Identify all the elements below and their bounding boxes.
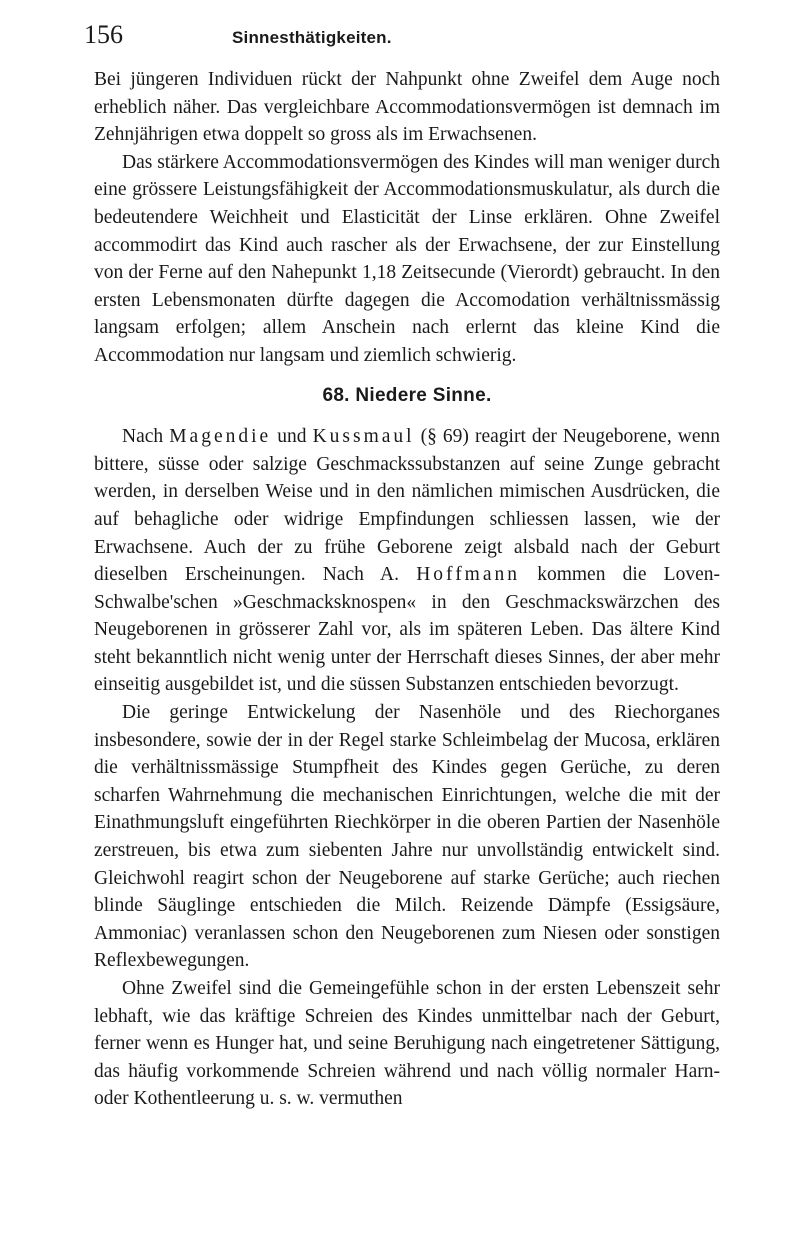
paragraph-3-post: kommen die Loven-Schwalbe'schen »Geschmacksknospen« in den Geschmackswärzchen des Neugeborenen in grösserer Zahl vor, als im späteren Leben. Das ältere Kind steht bekanntlich nicht wenig unter der Herrschaft dieses Sinnes, der aber mehr einseitig ausgebildet ist, und die süssen Substanzen entschieden bevorzugt.: [94, 564, 720, 696]
book-page: [84, 20, 720, 1113]
page-number: 156: [84, 20, 123, 49]
author-name-magendie: Magendie: [169, 426, 272, 448]
paragraph-3-pre: Nach: [122, 426, 170, 448]
paragraph-3-mid2: (§ 69) reagirt der Neugeborene, wenn bittere, süsse oder salzige Geschmackssubstanzen auf seine Zunge gebracht werden, in derselben Weise und in den nämlichen mimischen Ausdrücken, die auf behagliche oder widrige Empfindungen schliessen lassen, wie der Erwachsene. Auch der zu frühe Geborene zeigt alsbald nach der Geburt dieselben Erscheinungen. Nach A.: [94, 426, 720, 586]
page-header: [84, 20, 720, 54]
paragraph-1: Bei jüngeren Individuen rückt der Nahpunkt ohne Zweifel dem Auge noch erheblich näher. Das vergleichbare Accommodationsvermögen ist demnach im Zehnjährigen etwa doppelt so gross als im Erwachsenen.: [94, 69, 720, 146]
paragraph-4: Die geringe Entwickelung der Nasenhöle und des Riechorganes insbesondere, sowie der in der Regel starke Schleimbelag der Mucosa, erklären die verhältnissmässige Stumpfheit des Kindes gegen Gerüche, zu deren scharfen Wahrnehmung die mechanischen Einrichtungen, welche die mit der Einathmungsluft eingeführten Riechkörper in die oberen Partien der Nasenhöle zerstreuen, bis etwa zum siebenten Jahre nur unvollständig entwickelt sind. Gleichwohl reagirt schon der Neugeborene auf starke Gerüche; auch riechen blinde Säuglinge entschieden die Milch. Reizende Dämpfe (Essigsäure, Ammoniac) veranlassen schon den Neugeborenen zum Niesen oder sonstigen Reflexbewegungen.: [94, 702, 720, 972]
paragraph-3-mid1: und: [271, 426, 313, 448]
running-title: Sinnesthätigkeiten.: [232, 28, 392, 47]
paragraph-5: Ohne Zweifel sind die Gemeingefühle schon in der ersten Lebenszeit sehr lebhaft, wie das kräftige Schreien des Kindes unmittelbar nach der Geburt, ferner wenn es Hunger hat, und seine Beruhigung nach eingetretener Sättigung, das häufig vorkommende Schreien während und nach völlig normaler Harn- oder Kothentleerung u. s. w. vermuthen: [94, 978, 720, 1110]
author-name-kussmaul: Kussmaul: [312, 426, 415, 448]
section-heading: 68. Niedere Sinne.: [322, 384, 492, 406]
paragraph-3: [94, 423, 720, 699]
paragraph-2: Das stärkere Accommodationsvermögen des Kindes will man weniger durch eine grössere Leistungsfähigkeit der Accommodationsmuskulatur, als durch die bedeutendere Weichheit und Elasticität der Linse erklären. Ohne Zweifel accommodirt das Kind auch rascher als der Erwachsene, der zur Einstellung von der Ferne auf den Nahepunkt 1,18 Zeitsecunde (Vierordt) gebraucht. In den ersten Lebensmonaten dürfte dagegen die Accomodation verhältnissmässig langsam erfolgen; allem Anschein nach erlernt das kleine Kind die Accommodation nur langsam und ziemlich schwierig.: [94, 151, 720, 366]
body-text: [94, 66, 720, 1113]
author-name-hoffmann: Hoffmann: [416, 564, 521, 586]
